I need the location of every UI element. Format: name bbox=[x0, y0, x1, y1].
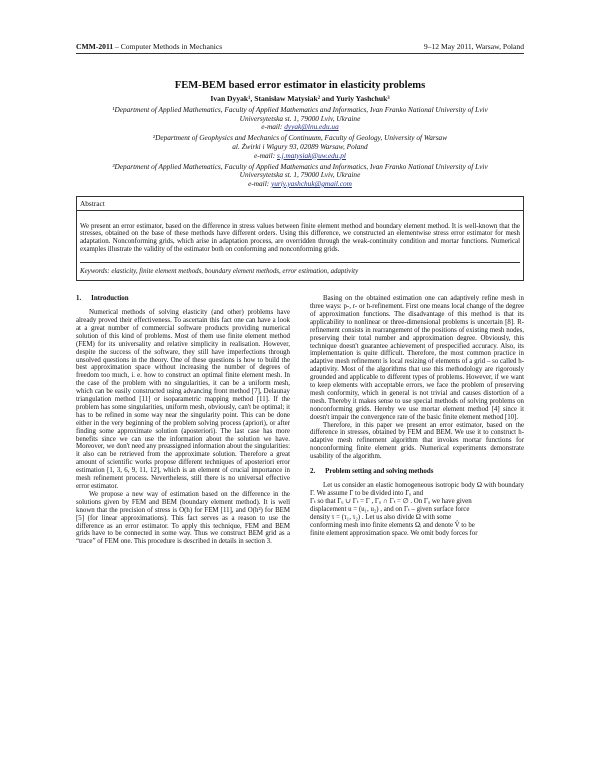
paragraph: We propose a new way of estimation based on the difference in the solutions given by FEM and BEM (boundary element method). It is well known that the precision of stress is O(h) for FEM [11], and O(h²) for BEM [5] (for linear approximations). This fact serves as a reason to use the difference as an error estimator. To apply this technique, FEM and BEM grids have to be connected in some way. Thus we construct BEM grid as a “trace” of FEM one. This procedure is described in details in section 3. bbox=[76, 490, 290, 546]
paragraph-line: Γₜ so that Γᵤ ∪ Γₜ = Γ , Γᵤ ∩ Γₜ = ∅ . On Γᵤ we have given bbox=[310, 497, 472, 505]
email-link[interactable]: yuriy.yashchuk@gmail.com bbox=[271, 178, 352, 188]
left-column bbox=[76, 295, 290, 546]
email-link[interactable]: s.j.matysiak@uw.edu.pl bbox=[276, 150, 346, 160]
affiliations bbox=[76, 106, 524, 189]
running-header bbox=[76, 0, 524, 54]
affiliation-1: ¹Department of Applied Mathematics, Faculty of Applied Mathematics and Informatics, Ivan Franko National University of Lviv Universytetska st. 1, 79000 Lviv, Ukraine e-mail: dyyak@lnu.edu.ua bbox=[112, 105, 488, 132]
conference-name: CMM-2011 – Computer Methods in Mechanics bbox=[76, 42, 223, 51]
paragraph-line: conforming mesh into finite elements Ωᵢ and denote V̂ to be bbox=[310, 521, 475, 529]
right-column bbox=[310, 295, 524, 546]
paper-title: FEM-BEM based error estimator in elasticity problems bbox=[174, 80, 426, 91]
paragraph: Numerical methods of solving elasticity (and other) problems have already proved their effectiveness. To ascertain this fact one can have a look at a great number of commercial software products providing numerical solution of this kind of problems. Most of them use finite element method (FEM) for its universality and relative simplicity in realisation. However, despite the success of the software, they still have imperfections through unsolved questions in the theory. One of these questions is how to build the best approximation space without increasing the number of degrees of freedom too much, i. e. how to construct an optimal finite element mesh. In the case of the problem with no singularities, it can be a uniform mesh, which can be easily constructed using advancing front method [7], Delaunay triangulation method [11] or isoparametric mapping method [11]. If the problem has some singularities, uniform mesh, obviously, can't be optimal; it has to be refined in some way near the singularity point. This can be done either in the very beginning of the problem solving process (apriori), or after finding some approximate solution (aposteriori). The last case has more benefits since we can use the information about the solution we have. Moreover, we don't need any preassigned information about the singularities: it also can be retrieved from the approximate solution. Therefore a great amount of scientific works propose different techniques of aposteriori error estimation [1, 3, 6, 9, 11, 12], which is an element of crucial importance in mesh refinement process. Nevertheless, still there is no universal effective error estimator. bbox=[76, 309, 290, 490]
paragraph-line: density τ = (τ₁, τ₂) . Let us also divide Ω with some bbox=[310, 513, 452, 521]
column-1-paragraphs bbox=[76, 309, 290, 546]
paragraph: Basing on the obtained estimation one can adaptively refine mesh in three ways: p-, r- or h-refinement. First one means local change of the degree of approximation functions. The disadvantage of this method is that its applicability to nonlinear or three-dimensional problems is uncertain [8]. R-refinement consists in rearrangement of the positions of existing mesh nodes, preserving their total number and approximation degree. Obviously, this technique doesn't guarantee achievement of prespecified accuracy. Also, its implementation is quite difficult. Therefore, the most common practice in adaptive mesh refinement is local resizing of elements of a grid – so called h-adaptivity. Most of the algorithms that use this methodology are rigorously grounded and applicable to different types of problems. However, if we want to keep elements with acceptable errors, we face the problem of preserving mesh conformity, which in general is not trivial and causes distortion of a mesh. Thereby it makes sense to use special methods of solving problems on nonconforming grids. Hereby we use mortar element method [4] since it doesn't impair the convergence rate of the basic finite element method [10]. bbox=[310, 295, 524, 421]
paragraph-line: finite element approximation space. We omit body forces for bbox=[310, 529, 478, 537]
affiliation-2: ²Department of Geophysics and Mechanics of Continuum, Faculty of Geology, University of Warsaw al. Żwirki i Wigury 93, 02089 Warsaw, Poland e-mail: s.j.matysiak@uw.edu.pl bbox=[152, 133, 448, 160]
column-2-paragraphs bbox=[310, 295, 524, 461]
conference-date-place: 9–12 May 2011, Warsaw, Poland bbox=[423, 42, 524, 51]
keywords: Keywords: elasticity, finite element methods, boundary element methods, error estimation, adaptivity bbox=[80, 262, 520, 276]
abstract-text: We present an error estimator, based on the difference in stress values between finite element method and boundary element method. It is well-known that the stresses, obtained on the base of these methods have different orders. Using this difference, we constructed an elementwise stress error estimator for mesh adaptation. Nonconforming grids, which arise in adaptation process, are overridden through the weak-continuity condition and mortar functions. Numerical examples illustrate the validity of the estimator both on conforming and nonconforming grids. bbox=[80, 222, 520, 254]
section-heading: 2. Problem setting and solving methods bbox=[310, 468, 434, 476]
email-link[interactable]: dyyak@lnu.edu.ua bbox=[284, 122, 339, 132]
abstract-box bbox=[76, 210, 524, 282]
abstract-label: Abstract bbox=[76, 196, 524, 210]
body-columns bbox=[76, 295, 524, 546]
author-list: Ivan Dyyak¹, Stanisław Matysiak² and Yuriy Yashchuk³ bbox=[210, 94, 390, 103]
paragraph: Therefore, in this paper we present an error estimator, based on the difference in stresses, obtained by FEM and BEM. We use it to construct h-adaptive mesh refinement algorithm that invokes mortar functions for nonconforming finite element grids. Numerical experiments demonstrate usability of the algorithm. bbox=[310, 421, 524, 461]
affiliation-3: ³Department of Applied Mathematics, Faculty of Applied Mathematics and Informatics, Ivan Franko National University of Lviv Universytetska st. 1, 79000 Lviv, Ukraine e-mail: yuriy.yashchuk@gmail.com bbox=[112, 161, 488, 188]
section-heading: 1. Introduction bbox=[76, 295, 129, 303]
paragraph: Let us consider an elastic homogeneous isotropic body Ω with boundary Γ. We assume Γ to be divided into Γᵤ and bbox=[310, 482, 524, 497]
paragraph-line: displacement u = (u₁, u₂) , and on Γₜ – given surface force bbox=[310, 505, 470, 513]
